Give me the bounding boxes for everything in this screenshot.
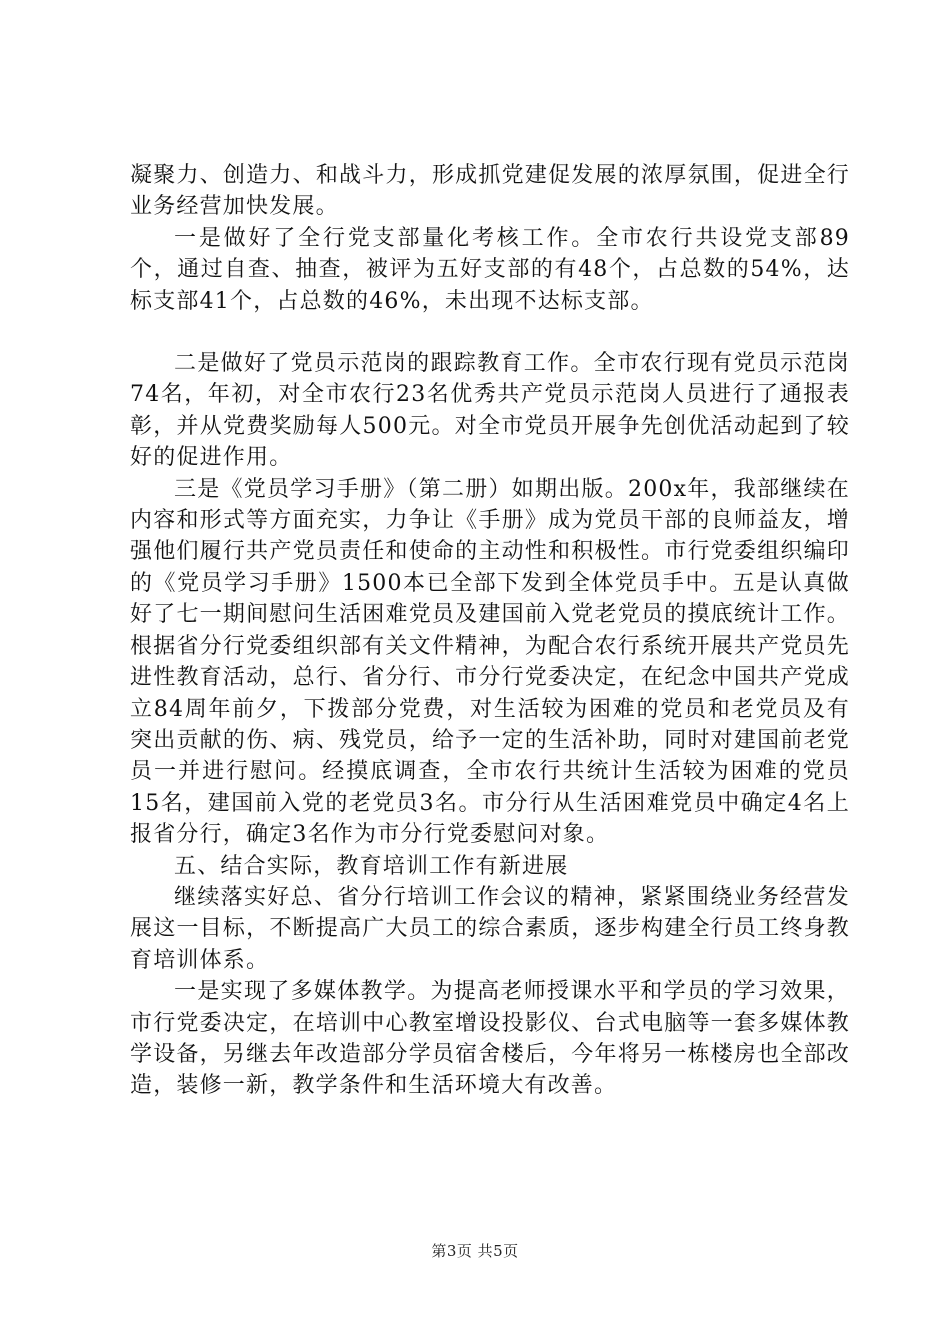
section-heading-training: 五、结合实际，教育培训工作有新进展 [174, 853, 569, 879]
paragraph-handbook: 三是《党员学习手册》（第二册）如期出版。200x年，我部继续在内容和形式等方面充实，力争让《手册》成为党员干部的良师益友，增强他们履行共产党员责任和使命的主动性和积极性。市行党委组织编印的《党员学习手册》1500本已全部下发到全体党员手中。五是认真做好了七一期间慰问生活困难党员及建国前入党老党员的摸底统计工作。根据省分行党委组织部有关文件精神，为配合农行系统开展共产党员先进性教育活动，总行、省分行、市分行党委决定，在纪念中国共产党成立84周年前夕，下拨部分党费，对生活较为困难的党员和老党员及有突出贡献的伤、病、残党员，给予一定的生活补助，同时对建国前老党员一并进行慰问。经摸底调查，全市农行共统计生活较为困难的党员15名，建国前入党的老党员3名。市分行从生活困难党员中确定4名上报省分行，确定3名作为市分行党委慰问对象。 [130, 476, 850, 848]
page-number-footer: 第3页 共5页 [431, 1242, 519, 1260]
paragraph-model-post: 二是做好了党员示范岗的跟踪教育工作。全市农行现有党员示范岗74名，年初，对全市农行23名优秀共产党员示范岗人员进行了通报表彰，并从党费奖励每人500元。对全市党员开展争先创优活动起到了较好的促进作用。 [130, 351, 850, 471]
paragraph-multimedia: 一是实现了多媒体教学。为提高老师授课水平和学员的学习效果，市行党委决定，在培训中心教室增设投影仪、台式电脑等一套多媒体教学设备，另继去年改造部分学员宿舍楼后，今年将另一栋楼房也全部改造，装修一新，教学条件和生活环境大有改善。 [130, 979, 850, 1099]
paragraph-branch-assessment: 一是做好了全行党支部量化考核工作。全市农行共设党支部89个，通过自查、抽查，被评为五好支部的有48个，占总数的54%，达标支部41个，占总数的46%，未出现不达标支部。 [130, 225, 850, 314]
paragraph-training-intro: 继续落实好总、省分行培训工作会议的精神，紧紧围绕业务经营发展这一目标，不断提高广大员工的综合素质，逐步构建全行员工终身教育培训体系。 [130, 884, 850, 973]
document-body [130, 160, 850, 1102]
paragraph-continuation: 凝聚力、创造力、和战斗力，形成抓党建促发展的浓厚氛围，促进全行业务经营加快发展。 [130, 163, 850, 220]
